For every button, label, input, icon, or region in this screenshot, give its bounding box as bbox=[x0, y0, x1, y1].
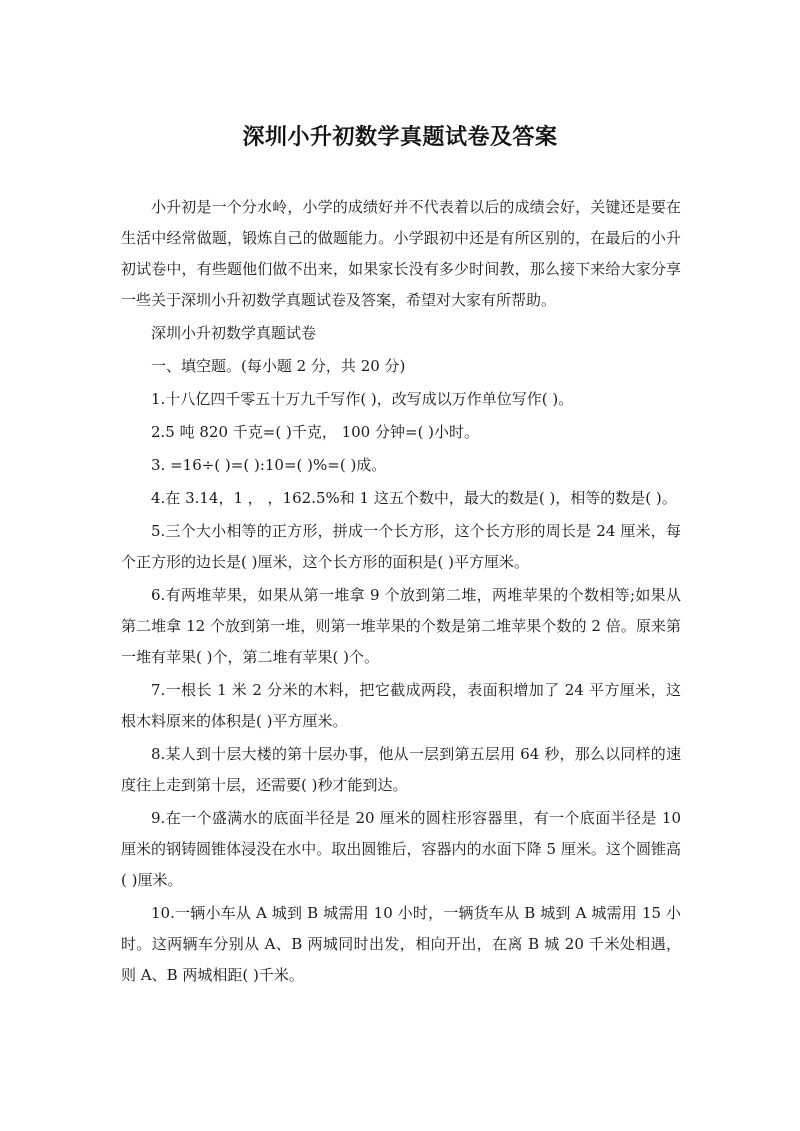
question-10: 10.一辆小车从 A 城到 B 城需用 10 小时，一辆货车从 B 城到 A 城需用 15 小时。这两辆车分别从 A、B 两城同时出发，相向开出，在离 B 城 20 千米处相遇，则 A、B 两城相距( )千米。 bbox=[121, 904, 681, 984]
question-4: 4.在 3.14，1 ， ，162.5%和 1 这五个数中，最大的数是( )，相等的数是( )。 bbox=[151, 489, 677, 507]
intro-paragraph: 小升初是一个分水岭，小学的成绩好并不代表着以后的成绩会好，关键还是要在生活中经常做题，锻炼自己的做题能力。小学跟初中还是有所区别的，在最后的小升初试卷中，有些题他们做不出来，如果家长没有多少时间教，那么接下来给大家分享一些关于深圳小升初数学真题试卷及答案，希望对大家有所帮助。 bbox=[121, 198, 681, 309]
exam-subtitle: 深圳小升初数学真题试卷 bbox=[151, 324, 317, 342]
page-title: 深圳小升初数学真题试卷及答案 bbox=[242, 124, 558, 150]
question-3: 3. =16÷( )=( ):10=( )%=( )成。 bbox=[151, 456, 387, 474]
question-7: 7.一根长 1 米 2 分米的木料，把它截成两段，表面积增加了 24 平方厘米，这根木料原来的体积是( )平方厘米。 bbox=[121, 681, 681, 730]
question-8: 8.某人到十层大楼的第十层办事，他从一层到第五层用 64 秒，那么以同样的速度往上走到第十层，还需要( )秒才能到达。 bbox=[121, 745, 681, 794]
question-9: 9.在一个盛满水的底面半径是 20 厘米的圆柱形容器里，有一个底面半径是 10 厘米的钢铸圆锥体浸没在水中。取出圆锥后，容器内的水面下降 5 厘米。这个圆锥高( )厘米。 bbox=[121, 809, 681, 889]
section-heading: 一、填空题。(每小题 2 分，共 20 分) bbox=[151, 357, 406, 375]
question-2: 2.5 吨 820 千克=( )千克， 100 分钟=( )小时。 bbox=[151, 423, 480, 441]
document-body bbox=[121, 192, 681, 993]
question-1: 1.十八亿四千零五十万九千写作( )，改写成以万作单位写作( )。 bbox=[151, 390, 574, 408]
question-5: 5.三个大小相等的正方形，拼成一个长方形，这个长方形的周长是 24 厘米，每个正方形的边长是( )厘米，这个长方形的面积是( )平方厘米。 bbox=[121, 522, 681, 571]
question-6: 6.有两堆苹果，如果从第一堆拿 9 个放到第二堆，两堆苹果的个数相等;如果从第二堆拿 12 个放到第一堆，则第一堆苹果的个数是第二堆苹果个数的 2 倍。原来第一堆有苹果( )个，第二堆有苹果( )个。 bbox=[121, 586, 681, 666]
